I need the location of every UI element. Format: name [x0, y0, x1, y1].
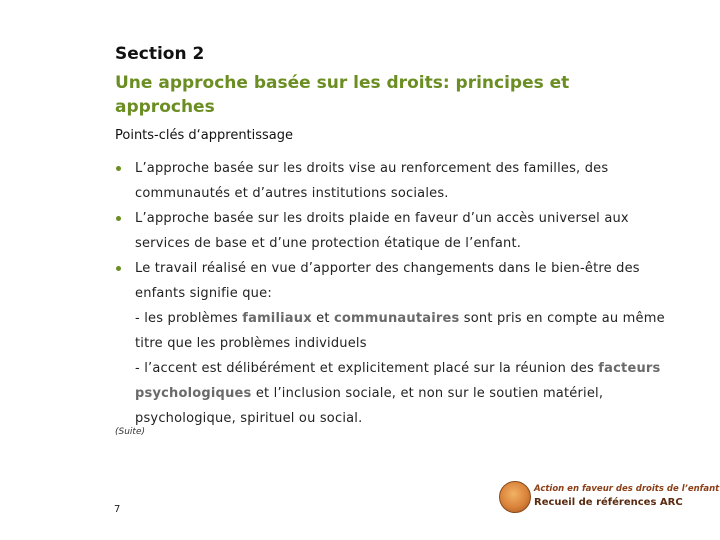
- sub-point-family: [135, 306, 675, 356]
- bullet-text: L’approche basée sur les droits vise au renforcement des familles, des communautés et d’autres institutions sociales.: [135, 161, 609, 201]
- bullet-item: [115, 256, 675, 431]
- sub-point-psychological: [135, 356, 675, 431]
- highlight-communautaires: communautaires: [333, 311, 460, 326]
- page-number: 7: [114, 504, 121, 515]
- sub-text: - les problèmes: [135, 311, 243, 326]
- bullet-list: [115, 156, 675, 431]
- sub-text: - l’accent est délibérément et explicitement placé sur la réunion des: [135, 361, 599, 376]
- page-title: Une approche basée sur les droits: principes et approches: [115, 73, 570, 117]
- sub-text: sont pris en compte au même titre que les problèmes individuels: [135, 311, 665, 351]
- page-subtitle: Points-clés d‘apprentissage: [115, 128, 294, 143]
- arc-logo: [499, 481, 720, 517]
- highlight-familiaux: familiaux: [242, 311, 312, 326]
- logo-title: Recueil de références ARC: [534, 497, 683, 508]
- bullet-dot-icon: [116, 166, 121, 171]
- continued-label: (Suite): [115, 427, 146, 437]
- logo-tagline: Action en faveur des droits de l’enfant: [534, 484, 720, 494]
- bullet-item: [115, 206, 675, 256]
- bullet-text: Le travail réalisé en vue d’apporter des changements dans le bien-être des enfants signifie que:: [135, 261, 640, 301]
- bullet-item: [115, 156, 675, 206]
- bullet-dot-icon: [116, 216, 121, 221]
- child-face-icon: [499, 481, 531, 513]
- sub-text: et l’inclusion sociale, et non sur le soutien matériel, psychologique, spirituel ou social.: [135, 386, 604, 426]
- section-label: Section 2: [115, 44, 205, 64]
- bullet-dot-icon: [116, 266, 121, 271]
- bullet-text: L’approche basée sur les droits plaide en faveur d’un accès universel aux services de base et d’une protection étatique de l’enfant.: [135, 211, 629, 251]
- sub-text: et: [311, 311, 334, 326]
- highlight-facteurs: facteurs psychologiques: [135, 361, 661, 401]
